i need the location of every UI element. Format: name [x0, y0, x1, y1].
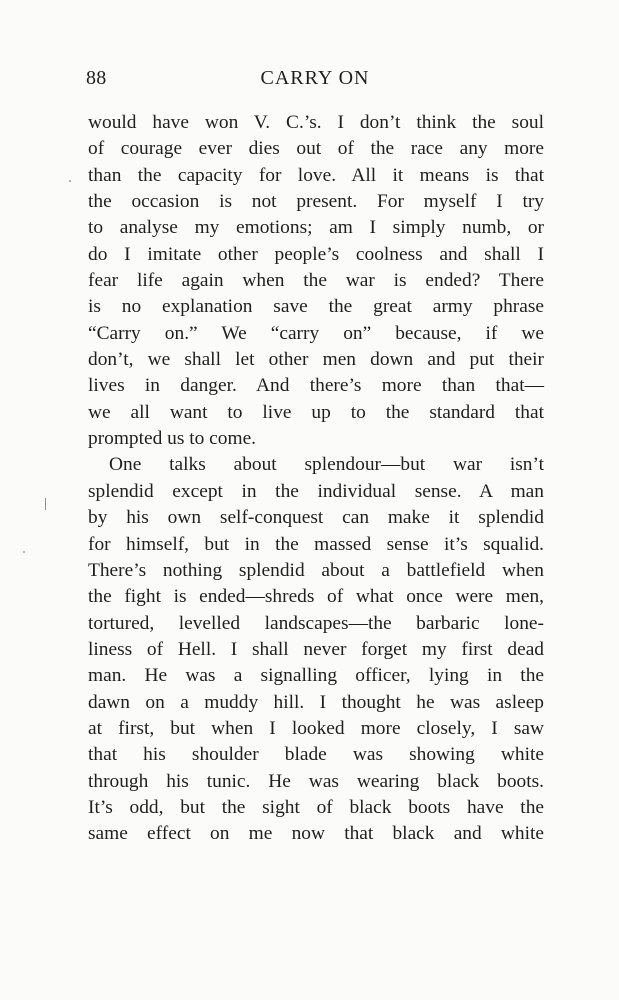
- text-line: do I imitate other people’s coolness and shall I: [88, 243, 544, 265]
- text-line: tortured, levelled landscapes—the barbaric lone-: [88, 612, 544, 634]
- text-line: we all want to live up to the standard that: [88, 401, 544, 423]
- text-line: “Carry on.” We “carry on” because, if we: [88, 322, 544, 344]
- text-line: for himself, but in the massed sense it’s squalid.: [88, 533, 544, 555]
- text-line: prompted us to come.: [88, 428, 257, 450]
- paragraph: [88, 452, 544, 847]
- text-line: is no explanation save the great army phrase: [88, 296, 544, 318]
- text-line: man. He was a signalling officer, lying in the: [88, 665, 544, 687]
- text-line: the occasion is not present. For myself I try: [88, 191, 544, 213]
- page-header: [86, 67, 544, 95]
- margin-speck: [23, 551, 25, 553]
- text-line: same effect on me now that black and white: [88, 823, 544, 845]
- text-line: that his shoulder blade was showing white: [88, 744, 544, 766]
- text-line: would have won V. C.’s. I don’t think the soul: [88, 112, 544, 133]
- running-title: CARRY ON: [260, 67, 370, 89]
- text-line: fear life again when the war is ended? There: [88, 270, 544, 292]
- body-text: [88, 110, 544, 848]
- text-line: It’s odd, but the sight of black boots have the: [88, 796, 544, 818]
- text-line: splendid except in the individual sense. A man: [88, 480, 544, 502]
- page-number: 88: [86, 67, 107, 89]
- margin-stroke: [45, 498, 46, 510]
- text-line: by his own self-conquest can make it splendid: [88, 507, 544, 529]
- text-line: There’s nothing splendid about a battlefield when: [88, 559, 544, 581]
- text-line: don’t, we shall let other men down and put their: [88, 349, 544, 371]
- text-line: dawn on a muddy hill. I thought he was asleep: [88, 691, 544, 713]
- text-line: the fight is ended—shreds of what once were men,: [88, 586, 544, 608]
- text-line: liness of Hell. I shall never forget my first dead: [88, 638, 544, 660]
- margin-speck: [69, 180, 71, 182]
- text-line: One talks about splendour—but war isn’t: [109, 454, 544, 476]
- text-line: through his tunic. He was wearing black boots.: [88, 770, 544, 792]
- text-line: of courage ever dies out of the race any more: [88, 138, 544, 160]
- text-line: than the capacity for love. All it means is that: [88, 164, 544, 186]
- text-line: lives in danger. And there’s more than that—: [88, 375, 544, 397]
- paragraph: [88, 110, 544, 452]
- text-line: at first, but when I looked more closely, I saw: [88, 717, 544, 739]
- text-line: to analyse my emotions; am I simply numb, or: [88, 217, 544, 239]
